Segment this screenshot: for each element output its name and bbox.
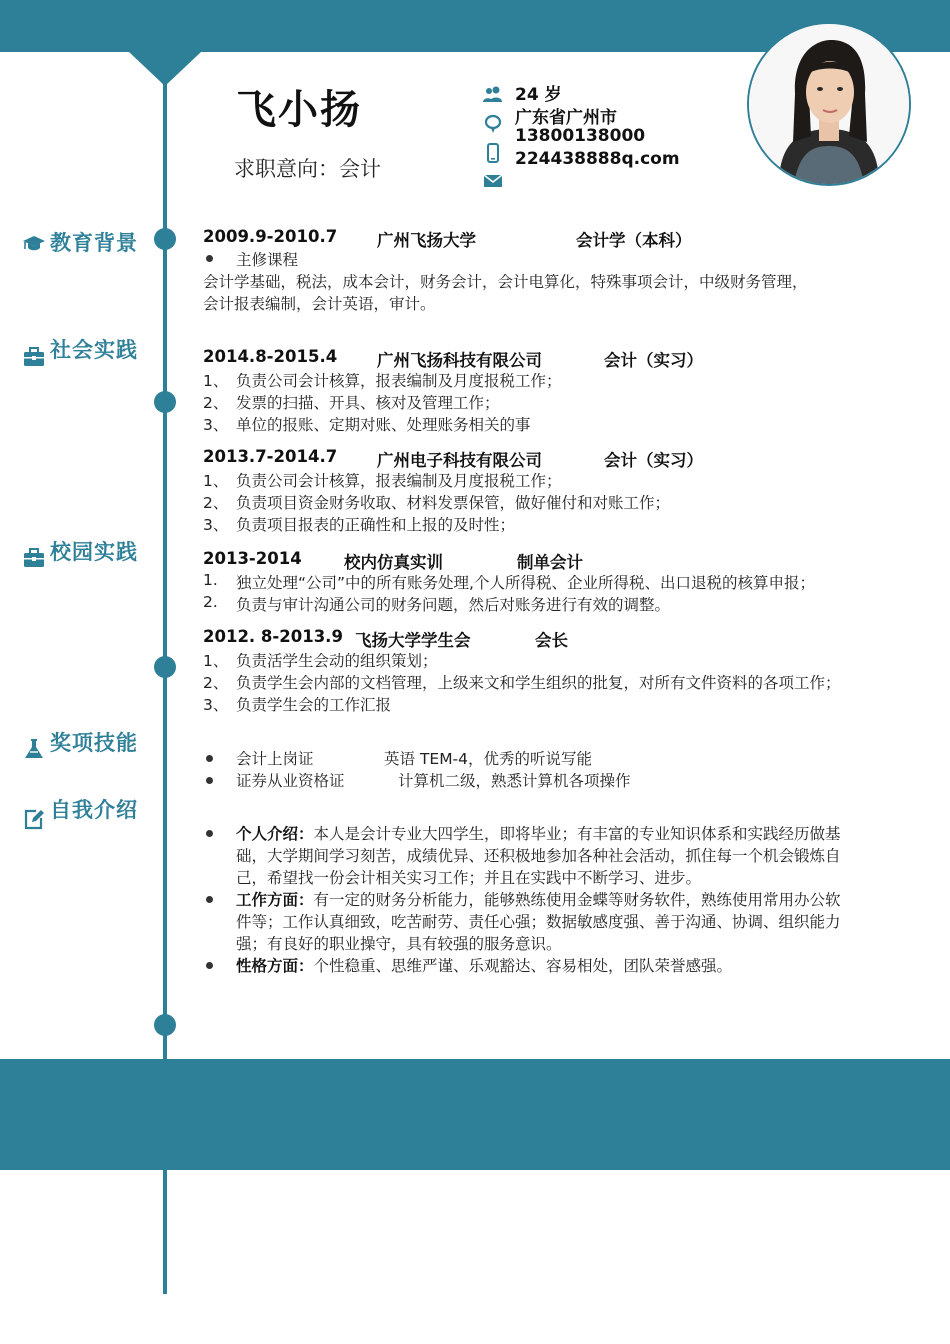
education-bullet-text: 主修课程 — [236, 251, 299, 269]
skill-detail: 英语 TEM-4，优秀的听说写能 — [384, 750, 593, 768]
job-role: 会长 — [535, 631, 568, 650]
item-text: 单位的报账、定期对账、处理账务相关的事 — [236, 416, 531, 434]
flask-icon — [22, 737, 46, 761]
item-number: 1、 — [203, 472, 229, 490]
profile-photo — [747, 22, 911, 186]
self-intro-line: 件等；工作认真细致，吃苦耐劳、责任心强；数据敏感度强、善于沟通、协调、组织能力 — [236, 913, 841, 931]
item-number: 3、 — [203, 516, 229, 534]
job-role: 会计（实习） — [604, 351, 703, 370]
section-title-self: 自我介绍 — [50, 798, 138, 822]
self-intro-line: 本人是会计专业大四学生，即将毕业；有丰富的专业知识体系和实践经历做基 — [313, 825, 841, 843]
item-text: 负责项目资金财务收取、材料发票保管，做好催付和对账工作； — [236, 494, 671, 512]
timeline-dot — [154, 656, 176, 678]
education-courses: 会计报表编制，会计英语，审计。 — [203, 295, 436, 313]
user-group-icon — [483, 84, 503, 104]
edit-icon — [22, 807, 46, 831]
item-text: 负责学生会内部的文档管理，上级来文和学生组织的批复，对所有文件资料的各项工作； — [236, 674, 841, 692]
candidate-name: 飞小扬 — [236, 87, 362, 133]
education-period: 2009.9-2010.7 — [203, 227, 338, 246]
location-text: 广东省广州市 — [515, 108, 617, 128]
section-title-skills: 奖项技能 — [50, 731, 138, 755]
item-text: 发票的扫描、开具、核对及管理工作； — [236, 394, 500, 412]
bullet-dot — [206, 830, 213, 837]
education-courses: 会计学基础，税法，成本会计，财务会计，会计电算化，特殊事项会计，中级财务管理， — [203, 273, 808, 291]
job-period: 2014.8-2015.4 — [203, 347, 338, 366]
skill-cert: 会计上岗证 — [236, 750, 314, 768]
job-org: 校内仿真实训 — [344, 553, 443, 572]
job-role: 会计（实习） — [604, 451, 703, 470]
bullet-dot — [206, 255, 213, 262]
job-intent-label: 求职意向： — [234, 157, 339, 181]
self-intro-label: 个人介绍： — [236, 825, 314, 843]
skill-detail: 计算机二级，熟悉计算机各项操作 — [398, 772, 631, 790]
self-intro-label: 性格方面： — [236, 957, 314, 975]
self-intro-personal — [236, 823, 900, 889]
self-intro-line: 个性稳重、思维严谨、乐观豁达、容易相处，团队荣誉感强。 — [313, 957, 733, 975]
education-school: 广州飞扬大学 — [377, 231, 476, 250]
item-number: 2、 — [203, 394, 229, 412]
self-intro-line: 有一定的财务分析能力，能够熟练使用金蝶等财务软件，熟练使用常用办公软 — [313, 891, 841, 909]
section-title-campus: 校园实践 — [50, 540, 138, 564]
self-intro-work — [236, 889, 900, 955]
briefcase-icon — [22, 345, 46, 369]
item-text: 独立处理“公司”中的所有账务处理,个人所得税、企业所得税、出口退税的核算申报； — [236, 574, 815, 592]
education-header — [203, 227, 692, 250]
location-pin-icon — [483, 114, 503, 134]
age-text: 24 岁 — [515, 85, 562, 105]
self-intro-line: 己，希望找一份会计相关实习工作；并且在实践中不断学习、进步。 — [236, 869, 702, 887]
item-number: 1、 — [203, 372, 229, 390]
item-text: 负责学生会的工作汇报 — [236, 696, 392, 714]
item-number: 2. — [203, 593, 218, 611]
section-title-education: 教育背景 — [50, 231, 138, 255]
item-number: 3、 — [203, 416, 229, 434]
bottom-band — [0, 1059, 950, 1170]
job-period: 2013.7-2014.7 — [203, 447, 338, 466]
job-header — [203, 447, 703, 470]
timeline-dot — [154, 1014, 176, 1036]
self-intro-line: 强；有良好的职业操守，具有较强的服务意识。 — [236, 935, 562, 953]
item-number: 1. — [203, 571, 218, 589]
item-number: 2、 — [203, 494, 229, 512]
item-text: 负责公司会计核算，报表编制及月度报税工作； — [236, 472, 562, 490]
item-number: 2、 — [203, 674, 229, 692]
self-intro-line: 础，大学期间学习刻苦，成绩优异、还积极地参加各种社会活动，抓住每一个机会锻炼自 — [236, 847, 841, 865]
job-role: 制单会计 — [517, 553, 583, 572]
email-text: 224438888q.com — [515, 149, 680, 169]
job-period: 2012. 8-2013.9 — [203, 627, 343, 646]
briefcase-icon — [22, 546, 46, 570]
job-org: 广州电子科技有限公司 — [377, 451, 542, 470]
timeline-dot — [154, 391, 176, 413]
item-text: 负责活学生会动的组织策划； — [236, 652, 438, 670]
timeline-dot — [154, 228, 176, 250]
envelope-icon — [483, 171, 503, 191]
job-org: 广州飞扬科技有限公司 — [377, 351, 542, 370]
item-text: 负责与审计沟通公司的财务问题，然后对账务进行有效的调整。 — [236, 596, 671, 614]
self-intro-personality — [236, 955, 900, 977]
item-text: 负责项目报表的正确性和上报的及时性； — [236, 516, 516, 534]
phone-icon — [483, 143, 503, 163]
graduation-cap-icon — [22, 231, 46, 255]
bullet-dot — [206, 777, 213, 784]
phone-text: 13800138000 — [515, 126, 646, 146]
skill-cert: 证券从业资格证 — [236, 772, 345, 790]
bullet-dot — [206, 896, 213, 903]
item-text: 负责公司会计核算，报表编制及月度报税工作； — [236, 372, 562, 390]
job-header — [203, 347, 703, 370]
item-number: 1、 — [203, 652, 229, 670]
section-title-social: 社会实践 — [50, 338, 138, 362]
education-major: 会计学（本科） — [576, 231, 692, 250]
job-period: 2013-2014 — [203, 549, 302, 568]
timeline-arrow — [129, 52, 201, 86]
item-number: 3、 — [203, 696, 229, 714]
bullet-dot — [206, 962, 213, 969]
self-intro-label: 工作方面： — [236, 891, 314, 909]
job-org: 飞扬大学学生会 — [355, 631, 471, 650]
job-header — [203, 549, 583, 572]
job-header — [203, 627, 568, 650]
job-intent — [234, 153, 381, 183]
bullet-dot — [206, 755, 213, 762]
job-intent-value: 会计 — [339, 157, 381, 181]
